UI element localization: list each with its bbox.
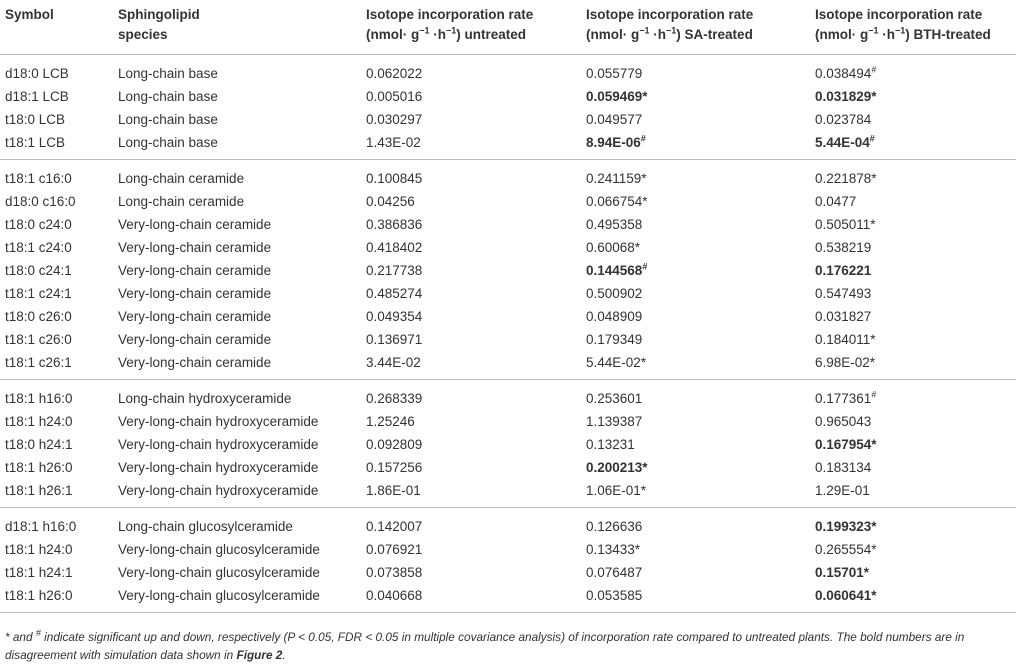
table-row [0,479,1016,508]
rate-value: 0.485274 [366,286,423,301]
cell-symbol: t18:1 h24:0 [5,542,73,557]
rate-value: 0.221878* [815,171,877,186]
table-row [0,131,1016,160]
rate-value: 0.062022 [366,66,423,81]
table-row [0,456,1016,479]
cell-rate-untreated [366,55,586,86]
rate-value: 0.040668 [366,588,423,603]
header-rate-bth: Isotope incorporation rate (nmol· $g^{-1} \cdot h^{-1}$) BTH-treated [815,0,1016,55]
rate-value: 0.199323* [815,519,877,534]
cell-rate-bth [815,351,1016,380]
cell-rate-sa [586,456,815,479]
cell-species: Very-long-chain ceramide [118,309,272,324]
cell-rate-untreated [366,479,586,508]
rate-value: 0.505011* [815,217,876,232]
rate-value: 0.13231 [586,437,635,452]
cell-rate-untreated [366,456,586,479]
rate-value: 0.031827 [815,309,872,324]
cell-species: Very-long-chain hydroxyceramide [118,460,319,475]
cell-species: Long-chain base [118,112,218,127]
cell-species: Long-chain hydroxyceramide [118,391,292,406]
cell-rate-bth [815,328,1016,351]
cell-rate-bth [815,479,1016,508]
cell-species: Very-long-chain ceramide [118,351,366,380]
cell-species: Very-long-chain glucosylceramide [118,542,320,557]
table-row [0,160,1016,191]
table-footnote: * and # indicate significant up and down, respectively (P < 0.05, FDR < 0.05 in multiple covariance analysis) of incorporation rate compared to untreated plants. The bold numbers are in disagreement with simulation data shown in Figure 2. [5,628,965,662]
cell-rate-bth [815,85,1016,108]
cell-species: Very-long-chain ceramide [118,240,272,255]
table-row [0,190,1016,213]
cell-symbol: t18:1 h26:0 [0,584,118,613]
table-row [0,410,1016,433]
cell-species: Long-chain ceramide [118,171,245,186]
cell-rate-bth [815,584,1016,613]
rate-value: 0.005016 [366,89,423,104]
rate-value: 0.060641* [815,588,877,603]
table-row [0,236,1016,259]
cell-rate-untreated [366,190,586,213]
cell-species: Very-long-chain ceramide [118,263,272,278]
cell-symbol: d18:0 c16:0 [5,194,76,209]
rate-value: 0.418402 [366,240,423,255]
cell-symbol: t18:0 c26:0 [5,309,72,324]
cell-rate-sa [586,213,815,236]
rate-value: 0.049354 [366,309,423,324]
cell-rate-untreated [366,160,586,191]
cell-rate-sa [586,282,815,305]
cell-rate-untreated [366,538,586,561]
cell-species: Long-chain base [118,89,218,104]
table-row [0,85,1016,108]
cell-symbol: t18:1 c24:0 [5,240,72,255]
rate-value: 0.268339 [366,391,423,406]
cell-symbol: t18:0 c24:0 [5,217,72,232]
cell-species: Very-long-chain hydroxyceramide [118,437,319,452]
cell-rate-sa [586,236,815,259]
cell-rate-untreated [366,85,586,108]
table-row [0,259,1016,282]
table-row [0,561,1016,584]
rate-value: 0.500902 [586,286,643,301]
cell-species: Very-long-chain ceramide [118,217,272,232]
cell-symbol: t18:1 c26:0 [5,332,72,347]
rate-value: 0.176221 [815,263,872,278]
table-row [0,351,1016,380]
cell-rate-untreated [366,131,586,160]
rate-value: 0.965043 [815,414,872,429]
rate-value: 0.547493 [815,286,872,301]
rate-value: 0.253601 [586,391,643,406]
rate-value: 0.092809 [366,437,423,452]
cell-symbol: t18:1 h26:1 [0,479,118,508]
rate-value: 0.495358 [586,217,643,232]
cell-symbol: t18:0 LCB [5,112,66,127]
cell-rate-untreated [366,433,586,456]
cell-rate-sa [586,55,815,86]
table-row [0,584,1016,613]
cell-rate-sa [586,351,815,380]
cell-species: Long-chain glucosylceramide [118,519,293,534]
cell-symbol: t18:1 h26:0 [5,460,73,475]
rate-value: 0.0477 [815,194,857,209]
table-row [0,108,1016,131]
cell-species: Very-long-chain ceramide [118,286,272,301]
cell-rate-bth [815,561,1016,584]
cell-species: Very-long-chain ceramide [118,332,272,347]
cell-symbol: t18:1 c24:1 [5,286,72,301]
header-rate-sa: Isotope incorporation rate (nmol· $g^{-1} \cdot h^{-1}$) SA-treated [586,0,815,55]
table-row [0,380,1016,411]
table-body [0,55,1016,613]
cell-symbol: d18:0 LCB [5,66,69,81]
cell-symbol: d18:1 LCB [5,89,69,104]
cell-rate-sa [586,259,815,282]
cell-rate-untreated [366,236,586,259]
cell-rate-sa [586,433,815,456]
cell-rate-untreated [366,305,586,328]
rate-value: 0.126636 [586,519,643,534]
table-row [0,55,1016,86]
header-rate-untreated: Isotope incorporation rate (nmol· $g^{-1} \cdot h^{-1}$) untreated [366,0,586,55]
cell-rate-sa [586,479,815,508]
cell-rate-bth [815,508,1016,539]
table-row [0,508,1016,539]
cell-rate-sa [586,160,815,191]
cell-species: Long-chain base [118,131,366,160]
significance-marker: # [642,261,648,272]
header-symbol: Symbol [0,0,118,55]
cell-rate-bth [815,160,1016,191]
rate-value: 0.184011* [815,332,876,347]
significance-marker: # [640,133,646,144]
rate-value: 0.038494 [815,66,872,81]
cell-rate-sa [586,380,815,411]
cell-symbol: t18:1 h24:1 [5,565,73,580]
cell-species: Long-chain ceramide [118,194,245,209]
rate-value: 0.13433* [586,542,641,557]
rate-value: 0.066754* [586,194,648,209]
cell-rate-bth [815,190,1016,213]
rate-value: 0.157256 [366,460,423,475]
rate-value: 0.241159* [586,171,647,186]
cell-species: Very-long-chain glucosylceramide [118,584,366,613]
cell-rate-untreated [366,259,586,282]
cell-rate-bth [815,305,1016,328]
rate-value: 5.44E-04 [815,135,870,150]
cell-rate-untreated [366,584,586,613]
cell-rate-bth [815,213,1016,236]
rate-value: 1.86E-01 [366,483,421,498]
cell-rate-untreated [366,282,586,305]
cell-species: Long-chain base [118,66,218,81]
rate-value: 0.031829* [815,89,877,104]
cell-rate-untreated [366,351,586,380]
rate-value: 1.25246 [366,414,415,429]
cell-symbol: t18:0 c24:1 [5,263,72,278]
cell-rate-untreated [366,108,586,131]
header-row [0,0,1016,55]
table-row [0,282,1016,305]
cell-rate-bth [815,108,1016,131]
rate-value: 0.053585 [586,588,643,603]
cell-rate-sa [586,538,815,561]
rate-value: 0.100845 [366,171,423,186]
cell-rate-untreated [366,410,586,433]
rate-value: 1.29E-01 [815,483,870,498]
cell-rate-sa [586,85,815,108]
rate-value: 5.44E-02* [586,355,647,370]
rate-value: 1.43E-02 [366,135,421,150]
rate-value: 0.048909 [586,309,643,324]
rate-value: 0.055779 [586,66,643,81]
cell-symbol: t18:1 c16:0 [5,171,72,186]
cell-rate-bth [815,456,1016,479]
cell-species: Very-long-chain hydroxyceramide [118,479,366,508]
significance-marker: # [869,133,875,144]
cell-rate-bth [815,131,1016,160]
cell-rate-untreated [366,561,586,584]
rate-value: 0.142007 [366,519,423,534]
cell-rate-bth [815,433,1016,456]
cell-symbol: t18:0 h24:1 [5,437,73,452]
rate-value: 8.94E-06 [586,135,641,150]
significance-marker: # [871,389,877,400]
cell-rate-bth [815,538,1016,561]
rate-value: 0.059469* [586,89,648,104]
cell-rate-untreated [366,328,586,351]
rate-value: 0.04256 [366,194,415,209]
cell-symbol: t18:1 c26:1 [0,351,118,380]
rate-value: 0.386836 [366,217,423,232]
cell-rate-sa [586,190,815,213]
cell-rate-sa [586,305,815,328]
rate-value: 1.06E-01* [586,483,647,498]
rate-value: 0.136971 [366,332,423,347]
cell-rate-sa [586,410,815,433]
rate-value: 3.44E-02 [366,355,421,370]
rate-value: 0.030297 [366,112,423,127]
rate-value: 0.167954* [815,437,877,452]
rate-value: 6.98E-02* [815,355,876,370]
figure-reference: Figure 2 [236,648,283,662]
cell-species: Very-long-chain hydroxyceramide [118,414,319,429]
table-row [0,328,1016,351]
cell-rate-bth [815,282,1016,305]
cell-rate-bth [815,259,1016,282]
rate-value: 0.076921 [366,542,423,557]
table-row [0,213,1016,236]
rate-value: 0.023784 [815,112,872,127]
table-row [0,538,1016,561]
cell-rate-untreated [366,213,586,236]
rate-value: 0.15701* [815,565,870,580]
header-species: Sphingolipid species [118,0,366,55]
rate-value: 0.049577 [586,112,643,127]
cell-rate-sa [586,508,815,539]
rate-value: 0.265554* [815,542,877,557]
cell-rate-sa [586,584,815,613]
rate-value: 1.139387 [586,414,643,429]
cell-symbol: t18:1 LCB [0,131,118,160]
table-row [0,305,1016,328]
cell-rate-sa [586,131,815,160]
cell-symbol: d18:1 h16:0 [5,519,77,534]
significance-marker: # [871,64,877,75]
cell-rate-sa [586,108,815,131]
cell-symbol: t18:1 h24:0 [5,414,73,429]
rate-value: 0.538219 [815,240,872,255]
rate-value: 0.217738 [366,263,423,278]
rate-value: 0.179349 [586,332,643,347]
rate-value: 0.073858 [366,565,423,580]
cell-rate-untreated [366,508,586,539]
table-row [0,433,1016,456]
cell-species: Very-long-chain glucosylceramide [118,565,320,580]
rate-value: 0.177361 [815,391,872,406]
rate-value: 0.60068* [586,240,641,255]
cell-rate-bth [815,380,1016,411]
cell-rate-bth [815,55,1016,86]
rate-value: 0.144568 [586,263,643,278]
cell-rate-bth [815,236,1016,259]
rate-value: 0.200213* [586,460,648,475]
rate-value: 0.076487 [586,565,643,580]
cell-rate-sa [586,561,815,584]
rate-value: 0.183134 [815,460,872,475]
cell-symbol: t18:1 h16:0 [5,391,73,406]
cell-rate-untreated [366,380,586,411]
cell-rate-sa [586,328,815,351]
cell-rate-bth [815,410,1016,433]
